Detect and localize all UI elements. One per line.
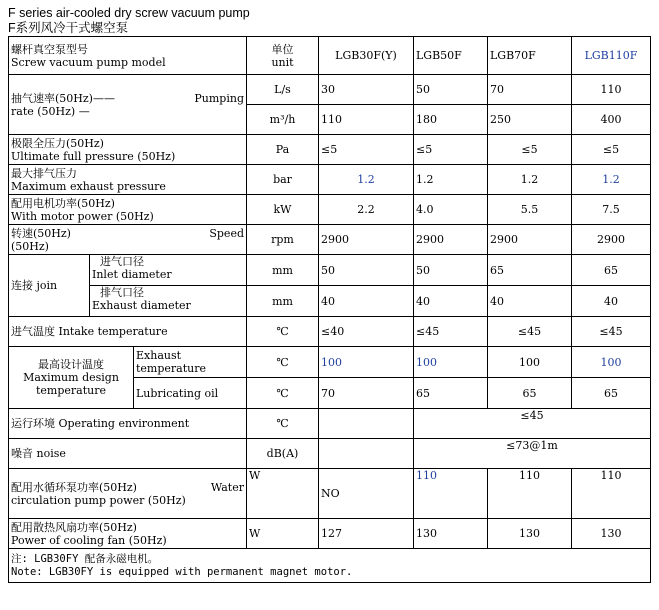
- design-oil-value: 65: [414, 378, 488, 409]
- model-lgb110f: LGB110F: [572, 37, 651, 75]
- design-oil-label: Lubricating oil: [136, 386, 219, 400]
- pumping-row-1: [9, 75, 651, 105]
- water-pump-row: [9, 469, 651, 519]
- model-label-en: Screw vacuum pump model: [11, 55, 166, 69]
- fan-value: 130: [572, 519, 651, 549]
- exhaust-dia-value: 40: [414, 286, 488, 317]
- title-en: F series air-cooled dry screw vacuum pump: [8, 6, 250, 20]
- motor-value: 5.5: [488, 195, 572, 225]
- pumping-m3h-value: 250: [488, 105, 572, 135]
- speed-label-cn: 转速(50Hz): [11, 226, 71, 240]
- design-temp-label: [9, 347, 134, 408]
- inlet-unit: mm: [247, 255, 319, 286]
- speed-value: 2900: [414, 225, 488, 255]
- note-cell: [9, 549, 651, 583]
- exhaust-dia-label-cell: [90, 286, 246, 316]
- inlet-row: [9, 255, 651, 286]
- fan-row: [9, 519, 651, 549]
- intake-temp-row: [9, 317, 651, 347]
- intake-temp-unit: ℃: [247, 317, 319, 347]
- ultimate-value: ≤5: [319, 135, 414, 165]
- inlet-value: 65: [488, 255, 572, 286]
- pumping-m3h-value: 400: [572, 105, 651, 135]
- exhaust-value: 1.2: [319, 165, 414, 195]
- pumping-label-cn: 抽气速率(50Hz)——: [11, 91, 115, 105]
- water-pump-value: 110: [572, 469, 651, 519]
- noise-label: 噪音 noise: [9, 439, 247, 469]
- model-lgb70f: LGB70F: [488, 37, 572, 75]
- spec-sheet: [8, 6, 650, 583]
- note-en: Note: LGB30FY is equipped with permanent magnet motor.: [11, 565, 353, 578]
- water-pump-label-cn: 配用水循环泵功率(50Hz): [11, 480, 137, 494]
- design-oil-unit: ℃: [247, 378, 319, 409]
- model-lgb50f: LGB50F: [414, 37, 488, 75]
- exhaust-unit: bar: [247, 165, 319, 195]
- note-row: [9, 549, 651, 583]
- exhaust-dia-label-en: Exhaust diameter: [92, 299, 191, 312]
- ultimate-label-cell: [9, 135, 247, 165]
- water-pump-value: NO: [319, 469, 414, 519]
- design-temp-label-en1: Maximum design: [23, 371, 119, 384]
- speed-value: 2900: [488, 225, 572, 255]
- inlet-label-en: Inlet diameter: [92, 268, 172, 281]
- join-label-cell: [9, 255, 247, 317]
- water-pump-label-en1: Water: [210, 480, 244, 494]
- exhaust-label-cell: [9, 165, 247, 195]
- environment-label: 运行环境 Operating environment: [9, 409, 247, 439]
- design-exhaust-row: [9, 347, 651, 378]
- header-model-cell: [9, 37, 247, 75]
- motor-label-en: With motor power (50Hz): [11, 209, 154, 223]
- exhaust-value: 1.2: [572, 165, 651, 195]
- header-unit-cell: [247, 37, 319, 75]
- inlet-value: 50: [319, 255, 414, 286]
- model-label-cn: 螺杆真空泵型号: [11, 42, 88, 56]
- speed-row: [9, 225, 651, 255]
- motor-value: 2.2: [319, 195, 414, 225]
- water-pump-unit: W: [247, 469, 319, 519]
- design-exhaust-label-cell: [134, 347, 246, 378]
- fan-value: 130: [414, 519, 488, 549]
- water-pump-value: 110: [414, 469, 488, 519]
- design-exhaust-value: 100: [488, 347, 572, 378]
- inlet-value: 50: [414, 255, 488, 286]
- exhaust-value: 1.2: [414, 165, 488, 195]
- design-exhaust-unit: ℃: [247, 347, 319, 378]
- design-temp-label-cell: [9, 347, 247, 409]
- water-pump-value: 110: [488, 469, 572, 519]
- speed-label-en1: Speed: [209, 226, 244, 240]
- inlet-label-cell: [90, 255, 246, 286]
- unit-label-cn: 单位: [271, 42, 294, 56]
- exhaust-dia-value: 40: [488, 286, 572, 317]
- pumping-ls-value: 50: [414, 75, 488, 105]
- exhaust-dia-unit: mm: [247, 286, 319, 317]
- spec-table: [8, 36, 651, 583]
- fan-label-en: Power of cooling fan (50Hz): [11, 533, 167, 547]
- motor-unit: kW: [247, 195, 319, 225]
- note-cn: 注: LGB30FY 配备永磁电机。: [11, 552, 159, 565]
- speed-label-cell: [9, 225, 247, 255]
- ultimate-label-cn: 极限全压力(50Hz): [11, 136, 104, 150]
- water-pump-label-cell: [9, 469, 247, 519]
- pumping-ls-value: 70: [488, 75, 572, 105]
- motor-label-cell: [9, 195, 247, 225]
- design-oil-value: 65: [572, 378, 651, 409]
- intake-temp-value: ≤40: [319, 317, 414, 347]
- ultimate-value: ≤5: [572, 135, 651, 165]
- fan-label-cell: [9, 519, 247, 549]
- ultimate-value: ≤5: [414, 135, 488, 165]
- pumping-ls-value: 30: [319, 75, 414, 105]
- fan-value: 130: [488, 519, 572, 549]
- pumping-unit-ls: L/s: [247, 75, 319, 105]
- motor-value: 7.5: [572, 195, 651, 225]
- design-exhaust-label1: Exhaust: [136, 349, 182, 362]
- water-pump-label-en2: circulation pump power (50Hz): [11, 493, 186, 507]
- motor-row: [9, 195, 651, 225]
- pumping-m3h-value: 180: [414, 105, 488, 135]
- design-temp-label-en2: temperature: [35, 384, 106, 397]
- fan-value: 127: [319, 519, 414, 549]
- intake-temp-label: 进气温度 Intake temperature: [9, 317, 247, 347]
- inlet-label-cn: 进气口径: [100, 255, 144, 268]
- inlet-value: 65: [572, 255, 651, 286]
- speed-value: 2900: [572, 225, 651, 255]
- ultimate-value: ≤5: [488, 135, 572, 165]
- exhaust-dia-label-cn: 排气口径: [100, 286, 144, 299]
- exhaust-dia-value: 40: [572, 286, 651, 317]
- pumping-ls-value: 110: [572, 75, 651, 105]
- design-exhaust-value: 100: [319, 347, 414, 378]
- ultimate-unit: Pa: [247, 135, 319, 165]
- exhaust-label-en: Maximum exhaust pressure: [11, 179, 166, 193]
- design-exhaust-value: 100: [414, 347, 488, 378]
- title-cn: F系列风冷干式螺空泵: [8, 21, 129, 35]
- exhaust-row: [9, 165, 651, 195]
- ultimate-row: [9, 135, 651, 165]
- pumping-label-en2: rate (50Hz) —: [11, 104, 90, 118]
- fan-unit: W: [247, 519, 319, 549]
- pumping-label-en1: Pumping: [194, 91, 244, 105]
- unit-label-en: unit: [271, 55, 294, 69]
- motor-label-cn: 配用电机功率(50Hz): [11, 196, 115, 210]
- motor-value: 4.0: [414, 195, 488, 225]
- noise-unit: dB(A): [247, 439, 319, 469]
- exhaust-value: 1.2: [488, 165, 572, 195]
- speed-value: 2900: [319, 225, 414, 255]
- header-row: [9, 37, 651, 75]
- intake-temp-value: ≤45: [414, 317, 488, 347]
- join-label: 连接 join: [9, 255, 90, 316]
- fan-label-cn: 配用散热风扇功率(50Hz): [11, 520, 137, 534]
- intake-temp-value: ≤45: [572, 317, 651, 347]
- noise-row: [9, 439, 651, 469]
- intake-temp-value: ≤45: [488, 317, 572, 347]
- exhaust-label-cn: 最大排气压力: [11, 166, 77, 180]
- speed-label-en2: (50Hz): [11, 239, 49, 253]
- pumping-unit-m3h: m³/h: [247, 105, 319, 135]
- environment-row: [9, 409, 651, 439]
- design-exhaust-value: 100: [572, 347, 651, 378]
- environment-value: ≤45: [414, 409, 651, 439]
- design-oil-value: 65: [488, 378, 572, 409]
- model-lgb30fy: LGB30F(Y): [319, 37, 414, 75]
- design-temp-label-cn: 最高设计温度: [38, 358, 104, 371]
- exhaust-dia-value: 40: [319, 286, 414, 317]
- pumping-label-cell: [9, 75, 247, 135]
- noise-value: ≤73@1m: [414, 439, 651, 469]
- design-exhaust-label2: temperature: [136, 362, 207, 375]
- ultimate-label-en: Ultimate full pressure (50Hz): [11, 149, 176, 163]
- environment-unit: ℃: [247, 409, 319, 439]
- speed-unit: rpm: [247, 225, 319, 255]
- design-oil-value: 70: [319, 378, 414, 409]
- pumping-m3h-value: 110: [319, 105, 414, 135]
